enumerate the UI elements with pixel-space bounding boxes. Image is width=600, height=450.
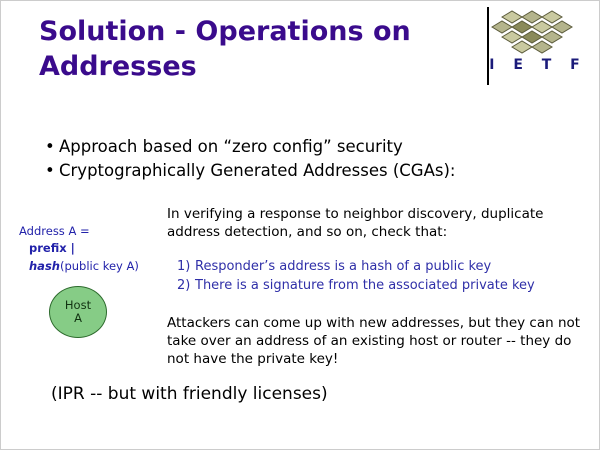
address-formula-line3 bbox=[19, 258, 169, 275]
address-formula-note bbox=[19, 223, 169, 275]
bullet-text: Approach based on “zero config” security bbox=[59, 137, 403, 156]
address-formula-hash: hash bbox=[29, 258, 60, 273]
list-item-number: 2) bbox=[177, 277, 191, 293]
address-formula-key: (public key A) bbox=[59, 258, 139, 273]
bullet-text: Cryptographically Generated Addresses (CGAs): bbox=[59, 160, 456, 180]
address-formula-line2 bbox=[19, 240, 169, 257]
bullet-list bbox=[45, 135, 565, 183]
verify-paragraph: In verifying a response to neighbor discovery, duplicate address detection, and so on, check that: bbox=[167, 206, 544, 240]
bullet-marker-icon: • bbox=[45, 137, 55, 156]
host-node-label-line1: Host bbox=[64, 297, 92, 312]
list-item-text: Responder’s address is a hash of a public key bbox=[195, 259, 492, 274]
list-item-number: 1) bbox=[177, 259, 191, 274]
host-node-label-line2: A bbox=[74, 311, 82, 325]
host-node-shape bbox=[49, 286, 107, 338]
list-item-text: There is a signature from the associated private key bbox=[195, 277, 535, 293]
list-item bbox=[177, 277, 589, 296]
numbered-check-list bbox=[177, 258, 589, 296]
ietf-logo bbox=[488, 9, 588, 84]
ipr-footer-note: (IPR -- but with friendly licenses) bbox=[51, 384, 328, 404]
page-title: Solution - Operations on Addresses bbox=[39, 16, 411, 82]
list-item bbox=[45, 159, 565, 183]
ietf-logo-text: I E T F bbox=[489, 57, 587, 73]
ietf-diamonds-icon bbox=[488, 9, 588, 55]
attackers-paragraph: Attackers can come up with new addresses, but they can not take over an address of an existing host or router -- they do not have the private key! bbox=[167, 315, 581, 368]
bullet-marker-icon: • bbox=[45, 160, 55, 180]
list-item bbox=[177, 258, 589, 277]
list-item bbox=[45, 135, 565, 159]
address-formula-line1: Address A = bbox=[19, 224, 90, 238]
address-formula-prefix: prefix | bbox=[29, 241, 75, 256]
